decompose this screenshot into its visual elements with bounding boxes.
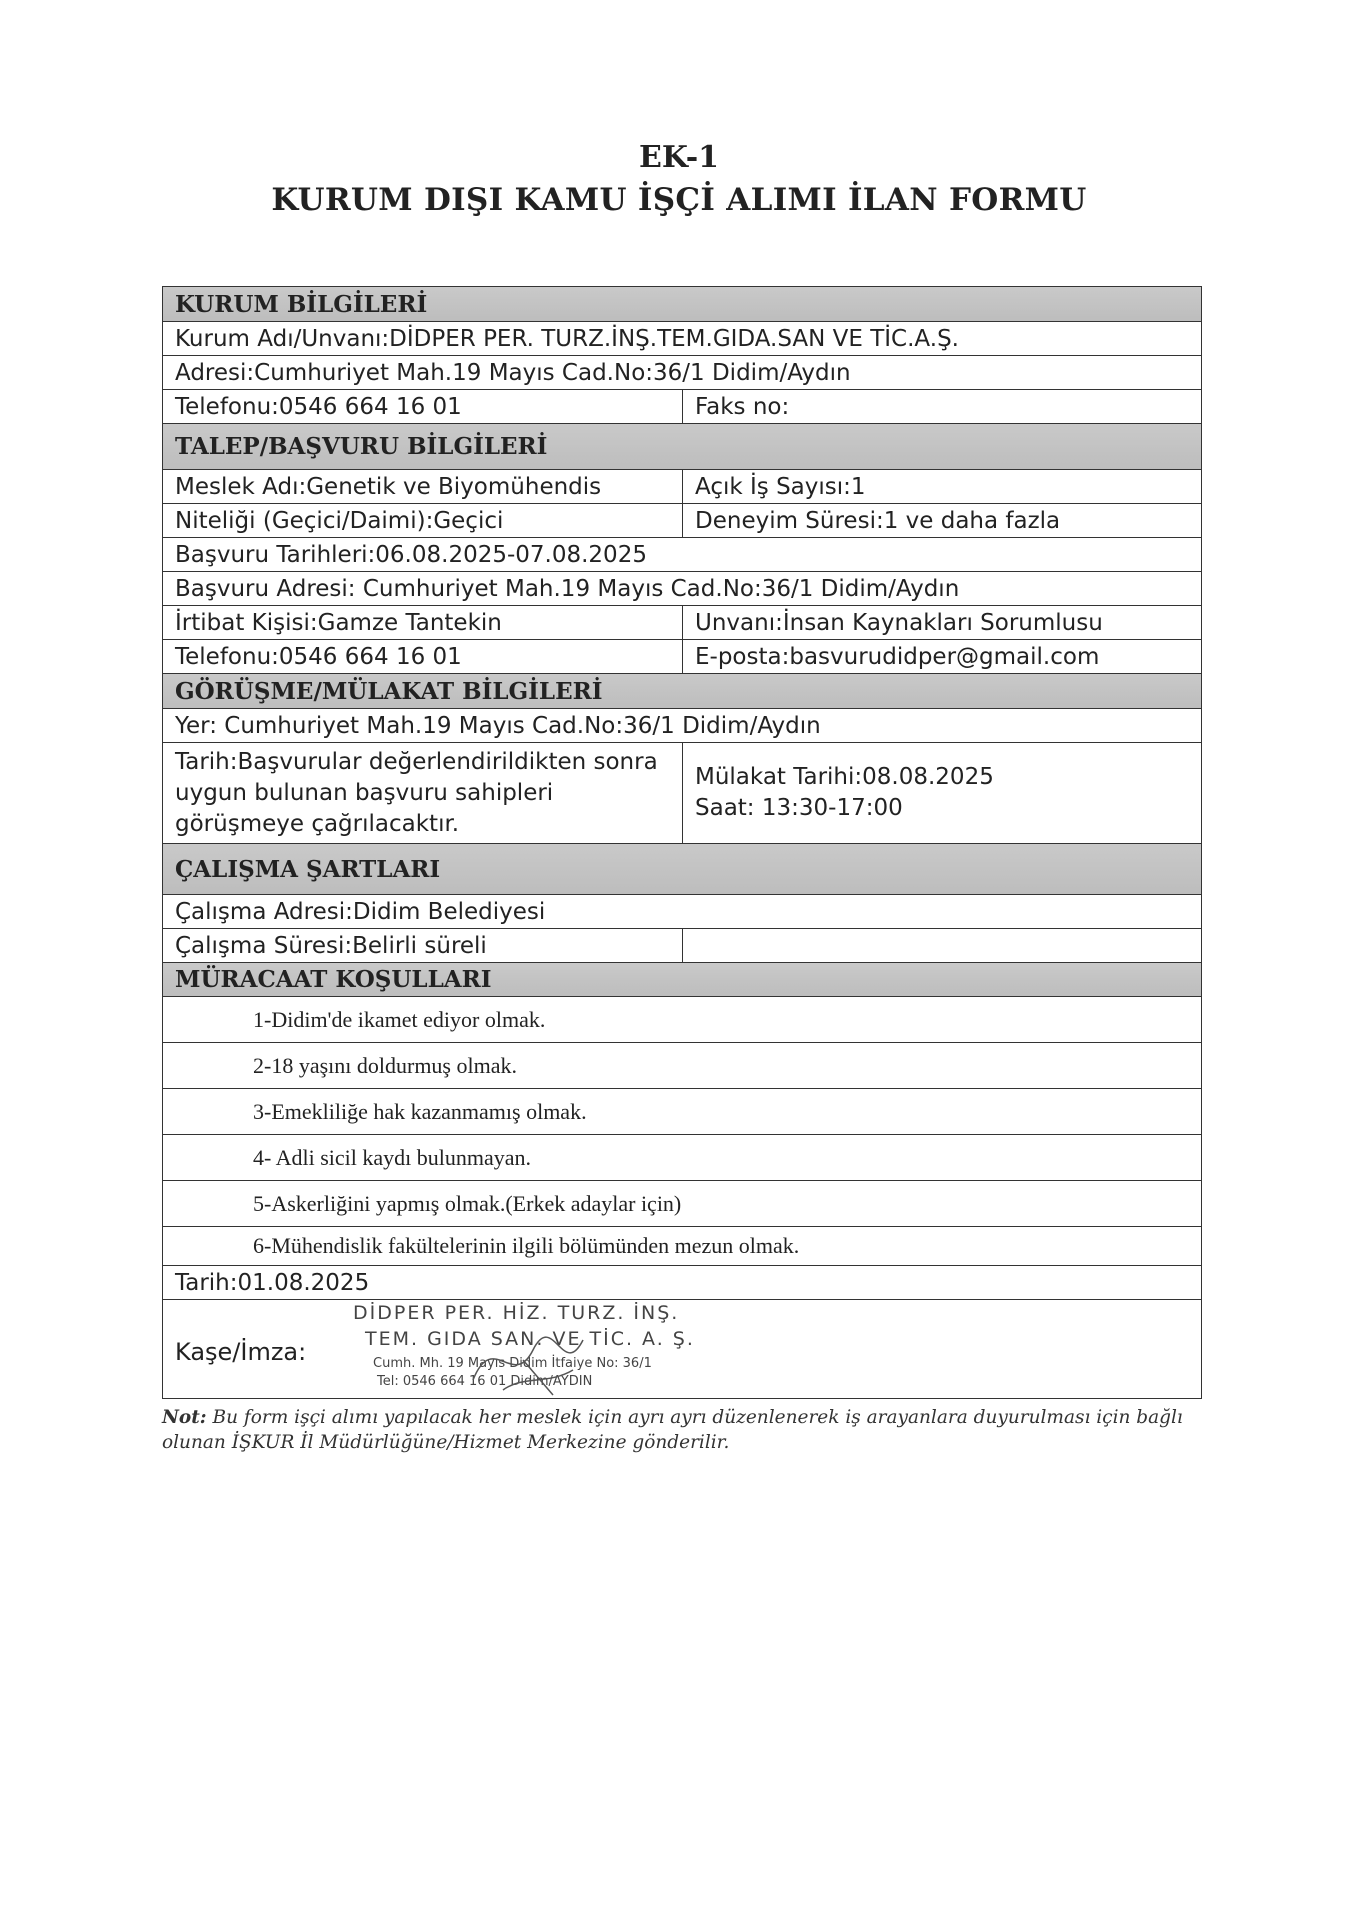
stamp-line: TEM. GIDA SAN. VE TİC. A. Ş. <box>365 1328 695 1350</box>
irtibat-kisisi: İrtibat Kişisi:Gamze Tantekin <box>163 606 683 639</box>
deneyim-suresi: Deneyim Süresi:1 ve daha fazla <box>695 507 1061 534</box>
gorusme-tarih: Tarih:Başvurular değerlendirildikten sonra uygun bulunan başvuru sahipleri görüşmeye çağrılacaktır. <box>163 743 683 843</box>
section-talep: TALEP/BAŞVURU BİLGİLERİ <box>163 424 1201 469</box>
stamp-line: Cumh. Mh. 19 Mayıs Didim İtfaiye No: 36/1 <box>373 1356 652 1371</box>
unvan: Unvanı:İnsan Kaynakları Sorumlusu <box>695 609 1103 636</box>
stamp-area <box>163 1300 1201 1399</box>
condition-item: 3-Emekliliğe hak kazanmamış olmak. <box>253 1098 587 1124</box>
section-muracaat: MÜRACAAT KOŞULLARI <box>163 963 1201 996</box>
kurum-fax: Faks no: <box>695 393 790 420</box>
stamp-line: DİDPER PER. HİZ. TURZ. İNŞ. <box>353 1302 680 1324</box>
basvuru-tarihleri: Başvuru Tarihleri:06.08.2025-07.08.2025 <box>175 541 647 568</box>
condition-item: 6-Mühendislik fakültelerinin ilgili bölümünden mezun olmak. <box>253 1233 800 1258</box>
mulakat-saat: Saat: 13:30-17:00 <box>695 795 903 821</box>
section-calisma: ÇALIŞMA ŞARTLARI <box>163 844 1201 894</box>
signature-icon <box>463 1320 603 1400</box>
note-label: Not: <box>162 1407 207 1428</box>
condition-item: 4- Adli sicil kaydı bulunmayan. <box>253 1144 532 1170</box>
condition-item: 1-Didim'de ikamet ediyor olmak. <box>253 1006 546 1032</box>
condition-item: 5-Askerliğini yapmış olmak.(Erkek adaylar için) <box>253 1190 682 1216</box>
basvuru-adresi: Başvuru Adresi: Cumhuriyet Mah.19 Mayıs Cad.No:36/1 Didim/Aydın <box>175 575 960 602</box>
gorusme-yer: Yer: Cumhuriyet Mah.19 Mayıs Cad.No:36/1 Didim/Aydın <box>175 712 821 739</box>
kase-imza-label: Kaşe/İmza: <box>175 1338 307 1366</box>
calisma-adresi: Çalışma Adresi:Didim Belediyesi <box>175 898 546 925</box>
talep-telefon: Telefonu:0546 664 16 01 <box>163 640 683 673</box>
announcement-form <box>162 286 1202 1399</box>
calisma-suresi: Çalışma Süresi:Belirli süreli <box>163 929 683 962</box>
mulakat-tarihi: Mülakat Tarihi:08.08.2025 <box>695 764 994 790</box>
document-title: KURUM DIŞI KAMU İŞÇİ ALIMI İLAN FORMU <box>271 182 1087 218</box>
form-date: Tarih:01.08.2025 <box>175 1269 370 1296</box>
kurum-phone: Telefonu:0546 664 16 01 <box>163 390 683 423</box>
document-code: EK-1 <box>638 140 720 175</box>
section-kurum: KURUM BİLGİLERİ <box>163 287 1201 321</box>
nitelik: Niteliği (Geçici/Daimi):Geçici <box>163 504 683 537</box>
stamp-line: Tel: 0546 664 16 01 Didim/AYDIN <box>377 1374 593 1389</box>
meslek-adi: Meslek Adı:Genetik ve Biyomühendis <box>163 470 683 503</box>
acik-is-sayisi: Açık İş Sayısı:1 <box>695 473 866 500</box>
section-gorusme: GÖRÜŞME/MÜLAKAT BİLGİLERİ <box>163 674 1201 708</box>
footnote <box>162 1405 1212 1455</box>
kurum-name: Kurum Adı/Unvanı:DİDPER PER. TURZ.İNŞ.TEM.GIDA.SAN VE TİC.A.Ş. <box>175 325 959 352</box>
empty-cell <box>683 929 1201 962</box>
condition-item: 2-18 yaşını doldurmuş olmak. <box>253 1052 517 1078</box>
eposta: E-posta:basvurudidper@gmail.com <box>695 643 1100 670</box>
note-text: Bu form işçi alımı yapılacak her meslek için ayrı ayrı düzenlenerek iş arayanlara duyurulması için bağlı olunan İŞKUR İl Müdürlüğüne/Hizmet Merkezine gönderilir. <box>162 1407 1183 1453</box>
kurum-address: Adresi:Cumhuriyet Mah.19 Mayıs Cad.No:36/1 Didim/Aydın <box>175 359 851 386</box>
mulakat-info <box>683 743 1201 843</box>
